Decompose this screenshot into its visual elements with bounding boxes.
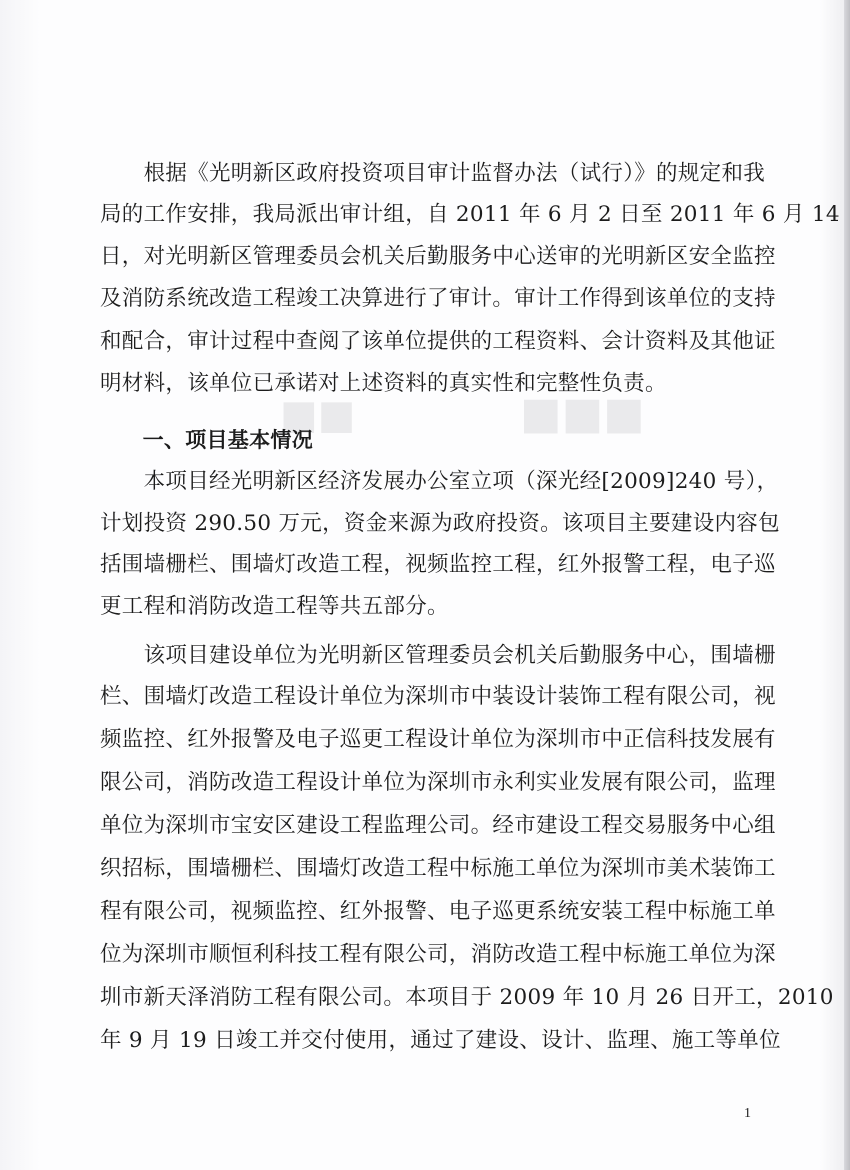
body-line: 和配合，审计过程中查阅了该单位提供的工程资料、会计资料及其他证 [100,329,776,354]
body-line: 频监控、红外报警及电子巡更工程设计单位为深圳市中正信科技发展有 [100,727,776,752]
body-line: 程有限公司，视频监控、红外报警、电子巡更系统安装工程中标施工单 [100,899,776,924]
body-line: 局的工作安排，我局派出审计组，自 2011 年 6 月 2 日至 2011 年 6 月 14 [100,202,840,227]
body-line: 位为深圳市顺恒利科技工程有限公司，消防改造工程中标施工单位为深 [100,942,776,967]
show-through-mark: ■■ [280,392,356,438]
body-line: 括围墙栅栏、围墙灯改造工程，视频监控工程，红外报警工程，电子巡 [100,552,776,577]
body-line: 年 9 月 19 日竣工并交付使用，通过了建设、设计、监理、施工等单位 [100,1028,781,1053]
body-line: 限公司，消防改造工程设计单位为深圳市永利实业发展有限公司，监理 [100,770,776,795]
body-line: 该项目建设单位为光明新区管理委员会机关后勤服务中心，围墙栅 [100,643,776,668]
page-number: 1 [744,1106,751,1121]
body-line: 根据《光明新区政府投资项目审计监督办法（试行）》的规定和我 [100,161,766,186]
body-line: 及消防系统改造工程竣工决算进行了审计。审计工作得到该单位的支持 [100,286,776,311]
body-line: 更工程和消防改造工程等共五部分。 [100,594,449,619]
section-heading: 一、项目基本情况 [100,428,313,452]
body-line: 织招标，围墙栅栏、围墙灯改造工程中标施工单位为深圳市美术装饰工 [100,856,776,881]
scan-edge [844,0,850,1170]
body-line: 明材料，该单位已承诺对上述资料的真实性和完整性负责。 [100,371,667,396]
body-line: 日，对光明新区管理委员会机关后勤服务中心送审的光明新区安全监控 [100,244,776,269]
body-line: 计划投资 290.50 万元，资金来源为政府投资。该项目主要建设内容包 [100,511,780,536]
body-line: 单位为深圳市宝安区建设工程监理公司。经市建设工程交易服务中心组 [100,813,776,838]
body-line: 栏、围墙灯改造工程设计单位为深圳市中装设计装饰工程有限公司，视 [100,684,776,709]
body-line: 本项目经光明新区经济发展办公室立项（深光经[2009]240 号）， [100,469,779,494]
body-line: 圳市新天泽消防工程有限公司。本项目于 2009 年 10 月 26 日开工，2010 [100,985,834,1010]
show-through-mark: ■■■ [520,388,645,439]
